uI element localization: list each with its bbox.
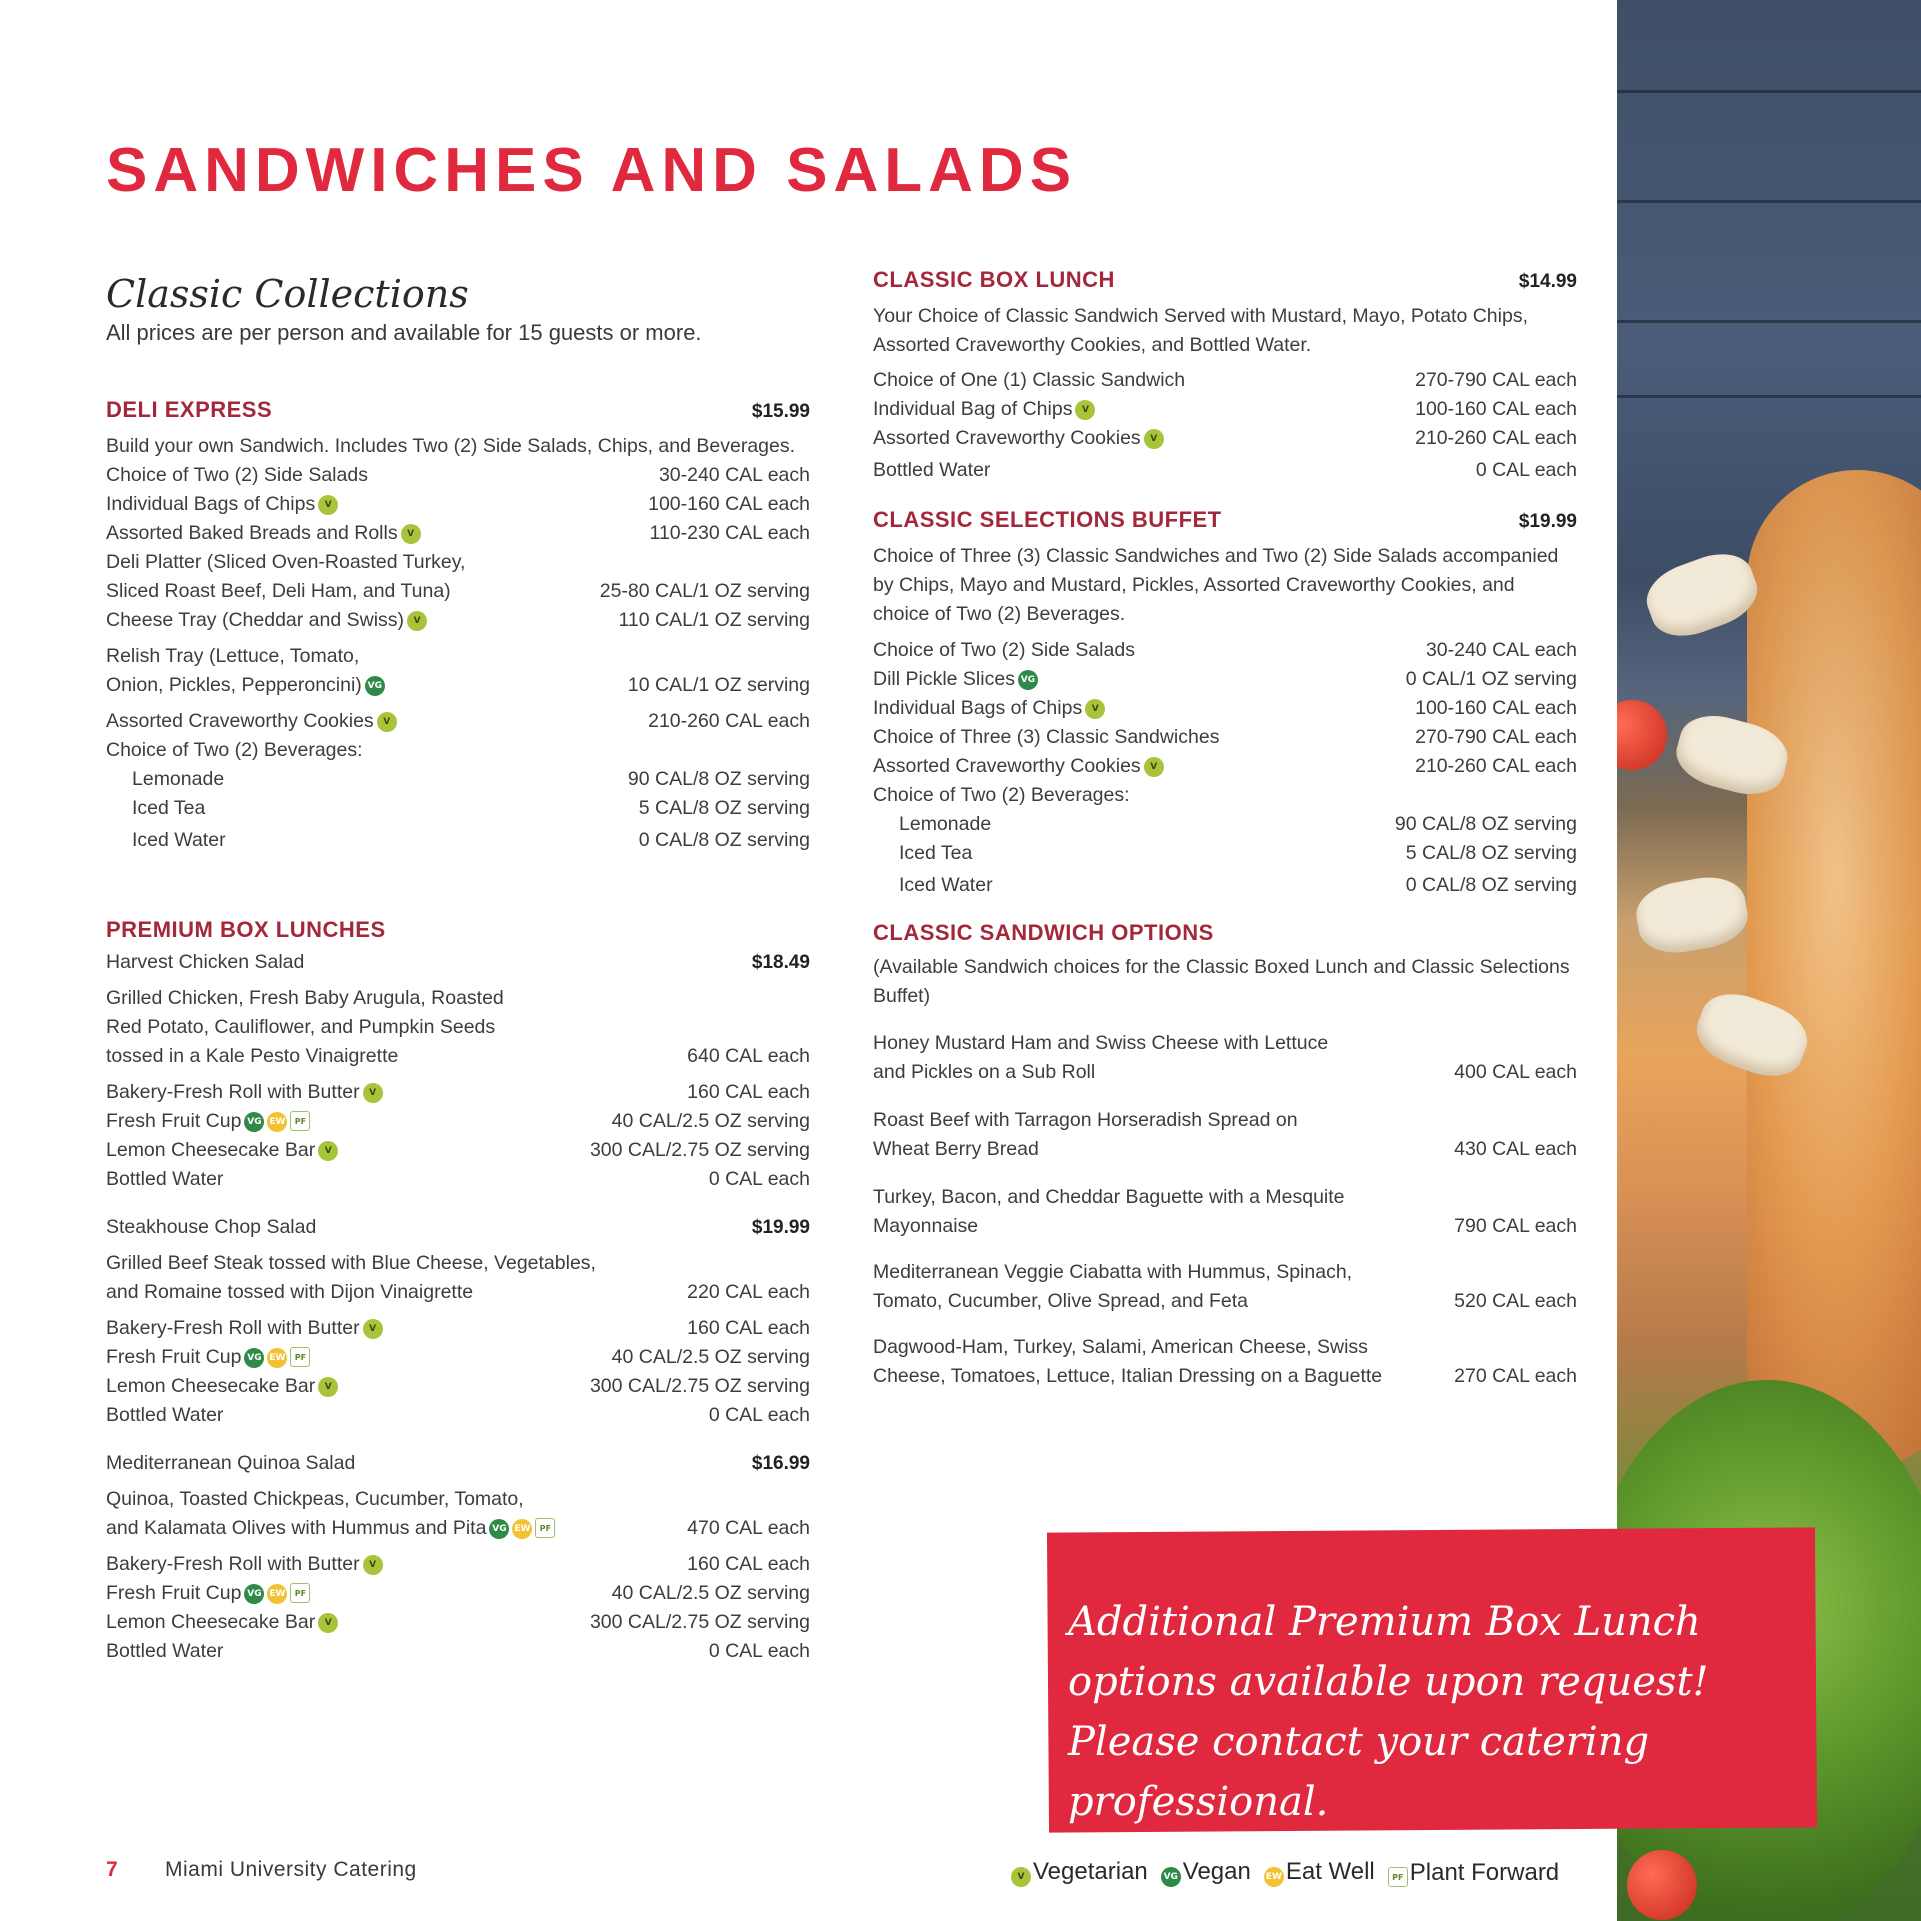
price: $19.99 [1518,511,1577,532]
section-description: Build your own Sandwich. Includes Two (2) Side Salads, Chips, and Beverages. [106,435,796,457]
sandwich-line: Wheat Berry Bread [873,1138,1039,1160]
item-label: Onion, Pickles, Pepperoncini) [106,674,362,696]
vegan-icon: VG [1018,670,1038,690]
menu-row [873,1287,1577,1316]
calories: 90 CAL/8 OZ serving [627,768,810,790]
menu-row [106,948,810,977]
vegetarian-icon: V [377,712,397,732]
menu-row [873,456,1577,485]
sandwich-line: Dagwood-Ham, Turkey, Salami, American Cheese, Swiss [873,1336,1368,1358]
calories: 470 CAL each [687,1517,810,1539]
section-description: Assorted Craveworthy Cookies, and Bottled Water. [873,334,1312,356]
legend-vegan: Vegan [1182,1858,1251,1885]
item-label: Iced Water [132,829,226,851]
menu-row [873,366,1577,395]
item-label: Relish Tray (Lettuce, Tomato, [106,645,360,667]
classic-buffet-header [873,505,1577,536]
page-title: SANDWICHES AND SALADS [106,136,1078,205]
menu-row [873,424,1577,453]
calories: 300 CAL/2.75 OZ serving [589,1375,810,1397]
menu-row [106,1550,810,1579]
calories: 220 CAL each [687,1281,810,1303]
menu-row [106,1401,810,1430]
menu-row [873,871,1577,900]
footer-name: Miami University Catering [165,1858,417,1881]
vegetarian-icon: V [363,1555,383,1575]
menu-row [106,490,810,519]
item-label: Fresh Fruit Cup [106,1582,242,1604]
eat-well-icon: EW [267,1584,287,1604]
legend-eat-well: Eat Well [1285,1858,1375,1885]
item-description: and Kalamata Olives with Hummus and Pita [106,1517,487,1539]
vegetarian-icon: V [1144,429,1164,449]
deli-express-header [106,395,810,426]
menu-row [106,1343,810,1372]
calories: 0 CAL each [1475,459,1577,481]
menu-row [873,810,1577,839]
vegan-icon: VG [244,1584,264,1604]
item-label: Fresh Fruit Cup [106,1346,242,1368]
menu-row [106,1042,810,1071]
menu-row [873,752,1577,781]
eat-well-icon: EW [267,1112,287,1132]
calories: 300 CAL/2.75 OZ serving [589,1611,810,1633]
calories: 790 CAL each [1454,1215,1577,1237]
vegetarian-icon: V [401,524,421,544]
calories: 25-80 CAL/1 OZ serving [599,580,810,602]
menu-row [106,461,810,490]
eat-well-icon: EW [1264,1867,1284,1887]
item-description: Quinoa, Toasted Chickpeas, Cucumber, Tomato, [106,1488,524,1510]
vegetarian-icon: V [318,495,338,515]
plant-forward-icon: PF [290,1347,310,1367]
menu-row [106,826,810,855]
menu-row [873,1058,1577,1087]
item-label: Choice of Two (2) Beverages: [873,784,1130,806]
calories: 110 CAL/1 OZ serving [618,609,810,631]
vegetarian-icon: V [318,1377,338,1397]
eat-well-icon: EW [267,1348,287,1368]
menu-row [106,1278,810,1307]
calories: 160 CAL each [687,1081,810,1103]
item-label: Fresh Fruit Cup [106,1110,242,1132]
item-description: Red Potato, Cauliflower, and Pumpkin Seeds [106,1016,496,1038]
vegetarian-icon: V [407,611,427,631]
calories: 400 CAL each [1454,1061,1577,1083]
calories: 90 CAL/8 OZ serving [1394,813,1577,835]
right-column [873,265,1577,1391]
collections-subtitle: All prices are per person and available for 15 guests or more. [106,320,702,345]
item-label: Choice of Two (2) Beverages: [106,739,363,761]
section-description: (Available Sandwich choices for the Classic Boxed Lunch and Classic Selections [873,956,1570,978]
item-label: Choice of Two (2) Side Salads [873,639,1135,661]
item-label: Iced Tea [132,797,206,819]
calories: 160 CAL each [687,1553,810,1575]
calories: 520 CAL each [1454,1290,1577,1312]
item-label: Bottled Water [106,1168,224,1190]
vegan-icon: VG [489,1519,509,1539]
menu-row [106,606,810,635]
item-label: Bottled Water [873,459,991,481]
menu-row [106,1449,810,1478]
menu-row [106,1579,810,1608]
dietary-legend [1008,1858,1559,1887]
vegetarian-icon: V [318,1141,338,1161]
price: $19.99 [751,1217,810,1238]
item-label: Bakery-Fresh Roll with Butter [106,1317,360,1339]
item-label: Choice of Three (3) Classic Sandwiches [873,726,1220,748]
item-label: Bottled Water [106,1640,224,1662]
menu-row [106,1107,810,1136]
calories: 270 CAL each [1454,1365,1577,1387]
vegan-icon: VG [365,676,385,696]
section-title: CLASSIC SANDWICH OPTIONS [873,920,1214,945]
item-label: Assorted Craveworthy Cookies [873,755,1141,777]
calories: 110-230 CAL each [649,522,810,544]
item-name: Mediterranean Quinoa Salad [106,1452,356,1474]
menu-row [873,1362,1577,1391]
section-title: DELI EXPRESS [106,397,273,422]
calories: 100-160 CAL each [1415,398,1577,420]
item-name: Steakhouse Chop Salad [106,1216,317,1238]
calories: 100-160 CAL each [1415,697,1577,719]
sandwich-line: and Pickles on a Sub Roll [873,1061,1096,1083]
section-title: CLASSIC BOX LUNCH [873,267,1115,292]
calories: 160 CAL each [687,1317,810,1339]
plant-forward-icon: PF [290,1111,310,1131]
menu-row [106,1637,810,1666]
menu-row [106,671,810,700]
callout-line: Please contact your catering professional. [1068,1719,1650,1825]
item-label: Lemonade [132,768,225,790]
calories: 270-790 CAL each [1415,369,1577,391]
item-label: Lemon Cheesecake Bar [106,1139,316,1161]
legend-vegetarian: Vegetarian [1033,1858,1148,1885]
sandwich-line: Turkey, Bacon, and Cheddar Baguette with a Mesquite [873,1186,1345,1208]
menu-row [106,1314,810,1343]
calories: 0 CAL/8 OZ serving [638,829,810,851]
item-description: Grilled Beef Steak tossed with Blue Cheese, Vegetables, [106,1252,596,1274]
vegetarian-icon: V [363,1319,383,1339]
item-label: Bottled Water [106,1404,224,1426]
vegetarian-icon: V [1085,699,1105,719]
section-description: by Chips, Mayo and Mustard, Pickles, Assorted Craveworthy Cookies, and [873,574,1515,596]
calories: 0 CAL/1 OZ serving [1405,668,1577,690]
item-label: Sliced Roast Beef, Deli Ham, and Tuna) [106,580,451,602]
menu-row [106,707,810,736]
section-description: Buffet) [873,985,931,1007]
calories: 640 CAL each [687,1045,810,1067]
callout-line: options available upon request! [1068,1659,1709,1705]
calories: 40 CAL/2.5 OZ serving [611,1582,810,1604]
item-label: Lemonade [899,813,992,835]
price: $18.49 [751,952,810,973]
menu-row [106,1514,810,1543]
calories: 210-260 CAL each [1415,755,1577,777]
plant-forward-icon: PF [1388,1867,1408,1887]
calories: 40 CAL/2.5 OZ serving [611,1346,810,1368]
callout-text [1068,1592,1808,1832]
calories: 40 CAL/2.5 OZ serving [611,1110,810,1132]
menu-row [873,636,1577,665]
vegetarian-icon: V [363,1083,383,1103]
item-label: Deli Platter (Sliced Oven-Roasted Turkey, [106,551,466,573]
legend-plant-forward: Plant Forward [1409,1858,1560,1886]
calories: 210-260 CAL each [1415,427,1577,449]
section-title: CLASSIC SELECTIONS BUFFET [873,507,1222,532]
vegetarian-icon: V [1144,757,1164,777]
item-label: Bakery-Fresh Roll with Butter [106,1553,360,1575]
calories: 300 CAL/2.75 OZ serving [589,1139,810,1161]
menu-row [106,765,810,794]
price: $14.99 [1518,271,1577,292]
menu-row [873,1212,1577,1241]
section-description: choice of Two (2) Beverages. [873,603,1126,625]
item-label: Choice of Two (2) Side Salads [106,464,368,486]
classic-box-header [873,265,1577,296]
plant-forward-icon: PF [290,1583,310,1603]
sandwich-line: Roast Beef with Tarragon Horseradish Spread on [873,1109,1298,1131]
callout-line: Additional Premium Box Lunch [1068,1599,1701,1645]
calories: 0 CAL/8 OZ serving [1405,874,1577,896]
plant-forward-icon: PF [535,1518,555,1538]
calories: 10 CAL/1 OZ serving [627,674,810,696]
eat-well-icon: EW [512,1519,532,1539]
menu-row [106,1213,810,1242]
calories: 0 CAL each [708,1168,810,1190]
vegetarian-icon: V [1075,400,1095,420]
item-description: Grilled Chicken, Fresh Baby Arugula, Roasted [106,987,504,1009]
item-label: Assorted Craveworthy Cookies [106,710,374,732]
price: $16.99 [751,1453,810,1474]
vegan-icon: VG [244,1112,264,1132]
item-label: Iced Tea [899,842,973,864]
menu-row [106,794,810,823]
sandwich-line: Cheese, Tomatoes, Lettuce, Italian Dressing on a Baguette [873,1365,1383,1387]
item-label: Bakery-Fresh Roll with Butter [106,1081,360,1103]
item-label: Choice of One (1) Classic Sandwich [873,369,1186,391]
menu-row [106,1608,810,1637]
calories: 5 CAL/8 OZ serving [1405,842,1577,864]
menu-row [873,395,1577,424]
item-label: Lemon Cheesecake Bar [106,1611,316,1633]
menu-row [106,519,810,548]
menu-row [873,665,1577,694]
menu-row [106,1372,810,1401]
section-description: Your Choice of Classic Sandwich Served with Mustard, Mayo, Potato Chips, [873,305,1529,327]
page-number: 7 [106,1858,118,1881]
item-description: tossed in a Kale Pesto Vinaigrette [106,1045,399,1067]
menu-row [873,723,1577,752]
calories: 0 CAL each [708,1640,810,1662]
calories: 100-160 CAL each [648,493,810,515]
calories: 0 CAL each [708,1404,810,1426]
menu-row [106,577,810,606]
menu-row [106,1165,810,1194]
vegetarian-icon: V [1011,1867,1031,1887]
item-label: Lemon Cheesecake Bar [106,1375,316,1397]
menu-row [106,1078,810,1107]
section-description: Choice of Three (3) Classic Sandwiches and Two (2) Side Salads accompanied [873,545,1559,567]
sandwich-line: Honey Mustard Ham and Swiss Cheese with Lettuce [873,1032,1329,1054]
menu-row [873,1135,1577,1164]
sandwich-line: Mayonnaise [873,1215,979,1237]
calories: 30-240 CAL each [658,464,810,486]
calories: 5 CAL/8 OZ serving [638,797,810,819]
item-name: Harvest Chicken Salad [106,951,305,973]
calories: 430 CAL each [1454,1138,1577,1160]
calories: 30-240 CAL each [1425,639,1577,661]
item-label: Individual Bag of Chips [873,398,1073,420]
calories: 270-790 CAL each [1415,726,1577,748]
sandwich-line: Tomato, Cucumber, Olive Spread, and Feta [873,1290,1249,1312]
vegan-icon: VG [1161,1867,1181,1887]
item-label: Individual Bags of Chips [873,697,1083,719]
vegan-icon: VG [244,1348,264,1368]
menu-row [873,694,1577,723]
item-label: Assorted Craveworthy Cookies [873,427,1141,449]
menu-row [106,1136,810,1165]
calories: 210-260 CAL each [648,710,810,732]
collections-title: Classic Collections [106,272,469,316]
item-label: Dill Pickle Slices [873,668,1015,690]
item-label: Iced Water [899,874,993,896]
sandwich-line: Mediterranean Veggie Ciabatta with Hummus, Spinach, [873,1261,1353,1283]
item-label: Assorted Baked Breads and Rolls [106,522,398,544]
item-label: Cheese Tray (Cheddar and Swiss) [106,609,405,631]
item-description: and Romaine tossed with Dijon Vinaigrette [106,1281,474,1303]
vegetarian-icon: V [318,1613,338,1633]
menu-row [873,839,1577,868]
price: $15.99 [751,401,810,422]
left-column [106,395,810,1666]
section-title: PREMIUM BOX LUNCHES [106,917,386,942]
item-label: Individual Bags of Chips [106,493,316,515]
